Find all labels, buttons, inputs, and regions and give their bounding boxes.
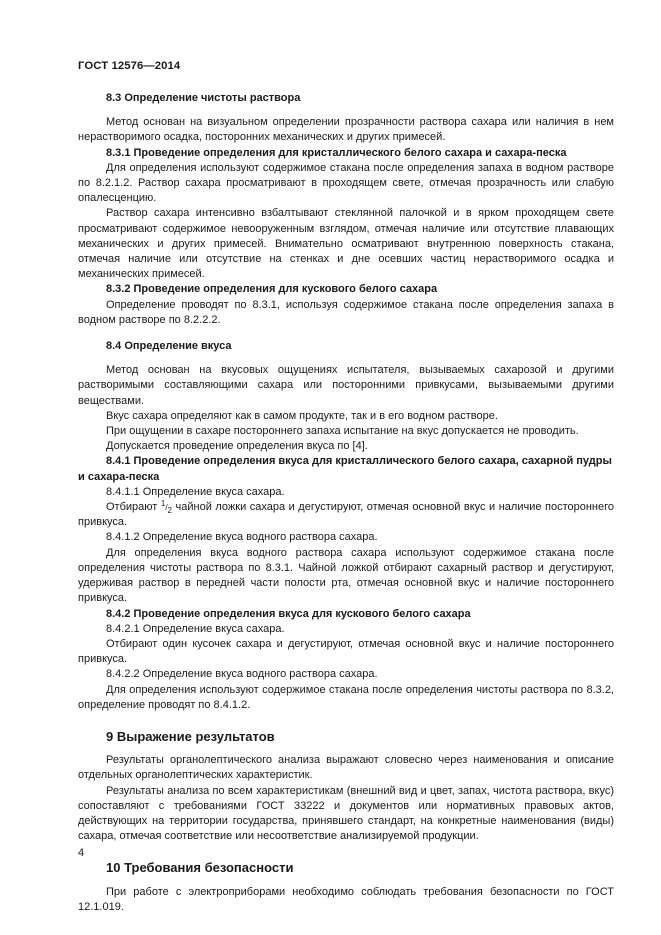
section-8-3-2-heading: 8.3.2 Проведение определения для кускового белого сахара <box>106 283 438 296</box>
paragraph: Вкус сахара определяют как в самом продукте, так и в его водном растворе. <box>106 409 498 422</box>
section-9-heading: 9 Выражение результатов <box>106 728 275 744</box>
paragraph: При ощущении в сахаре постороннего запаха испытание на вкус допускается не проводить. <box>106 425 579 438</box>
paragraph: Метод основан на визуальном определении прозрачности раствора сахара или наличия в нем нерастворимого осадка, посторонних механических и других примесей. <box>78 116 614 144</box>
paragraph: Для определения используют содержимое стакана после определения чистоты раствора по 8.3.2, определение проводят по 8.4.1.2. <box>78 683 614 711</box>
paragraph: 8.4.1.2 Определение вкуса водного раствора сахара. <box>106 531 378 544</box>
paragraph: Для определения вкуса водного раствора сахара используют содержимое стакана после определения чистоты раствора по 8.3.1. Чайной ложкой отбирают сахарный раствор и дегустируют, удерживая раствор в передней части полости рта, отмечая основной вкус и наличие постороннего привкуса. <box>78 546 614 605</box>
fraction: 1/2 <box>160 499 172 516</box>
section-8-4-heading: 8.4 Определение вкуса <box>106 340 232 353</box>
paragraph-with-fraction <box>78 500 614 530</box>
section-10-heading: 10 Требования безопасности <box>106 860 294 876</box>
fraction-numerator: 1 <box>160 499 166 509</box>
paragraph: Результаты анализа по всем характеристикам (внешний вид и цвет, запах, чистота раствора, вкус) сопоставляют с требованиями ГОСТ 33222 и документов или нормативных правовых актов, действующих на территории государства, принявшего стандарт, на конкретные наименования (виды) сахара, отмечая соответствие или несоответствие анализируемой продукции. <box>78 784 614 843</box>
paragraph: Допускается проведение определения вкуса по [4]. <box>106 440 368 453</box>
document-body <box>78 91 614 915</box>
text-span: Отбирают <box>106 501 161 514</box>
paragraph: 8.4.2.1 Определение вкуса сахара. <box>106 622 285 635</box>
section-8-3-heading: 8.3 Определение чистоты раствора <box>106 92 301 104</box>
text-span: чайной ложки сахара и дегустируют, отмечая основной вкус и наличие постороннего привкуса. <box>78 501 614 529</box>
section-8-4-2-heading: 8.4.2 Проведение определения вкуса для кускового белого сахара <box>106 607 471 620</box>
paragraph: Метод основан на вкусовых ощущениях испытателя, вызываемых сахарозой и другими растворимыми составляющими сахара или посторонними привкусами, вызываемыми другими веществами. <box>78 364 614 407</box>
document-header: ГОСТ 12576—2014 <box>78 60 181 72</box>
paragraph: Результаты органолептического анализа выражают словесно через наименования и описание отдельных органолептических характеристик. <box>78 754 614 782</box>
paragraph: Определение проводят по 8.3.1, используя содержимое стакана после определения запаха в водном растворе по 8.2.2.2. <box>78 298 614 326</box>
section-8-3-1-heading: 8.3.1 Проведение определения для кристаллического белого сахара и сахара-песка <box>106 146 567 159</box>
paragraph: 8.4.2.2 Определение вкуса водного раствора сахара. <box>106 668 378 681</box>
page-number: 4 <box>78 847 85 859</box>
fraction-denominator: 2 <box>167 506 172 516</box>
paragraph: Отбирают один кусочек сахара и дегустируют, отмечая основной вкус и наличие постороннего привкуса. <box>78 637 614 666</box>
section-8-4-1-heading: 8.4.1 Проведение определения вкуса для кристаллического белого сахара, сахарной пудры и сахара-песка <box>78 455 612 483</box>
paragraph: Раствор сахара интенсивно взбалтывают стеклянной палочкой и в ярком проходящем свете просматривают содержимое невооруженным взглядом, отмечая наличие или отсутствие плавающих механических и других примесей. Внимательно осматривают внутреннюю поверхность стакана, отмечая наличие или отсутствие на стенках и дне осевших частиц нерастворимого осадка и механических примесей. <box>78 207 614 281</box>
paragraph: Для определения используют содержимое стакана после определения запаха в водном растворе по 8.2.1.2. Раствор сахара просматривают в проходящем свете, отмечая прозрачность или слабую опалесценцию. <box>78 161 614 205</box>
paragraph: 8.4.1.1 Определение вкуса сахара. <box>106 485 285 498</box>
paragraph: При работе с электроприборами необходимо соблюдать требования безопасности по ГОСТ 12.1.019. <box>78 885 614 913</box>
